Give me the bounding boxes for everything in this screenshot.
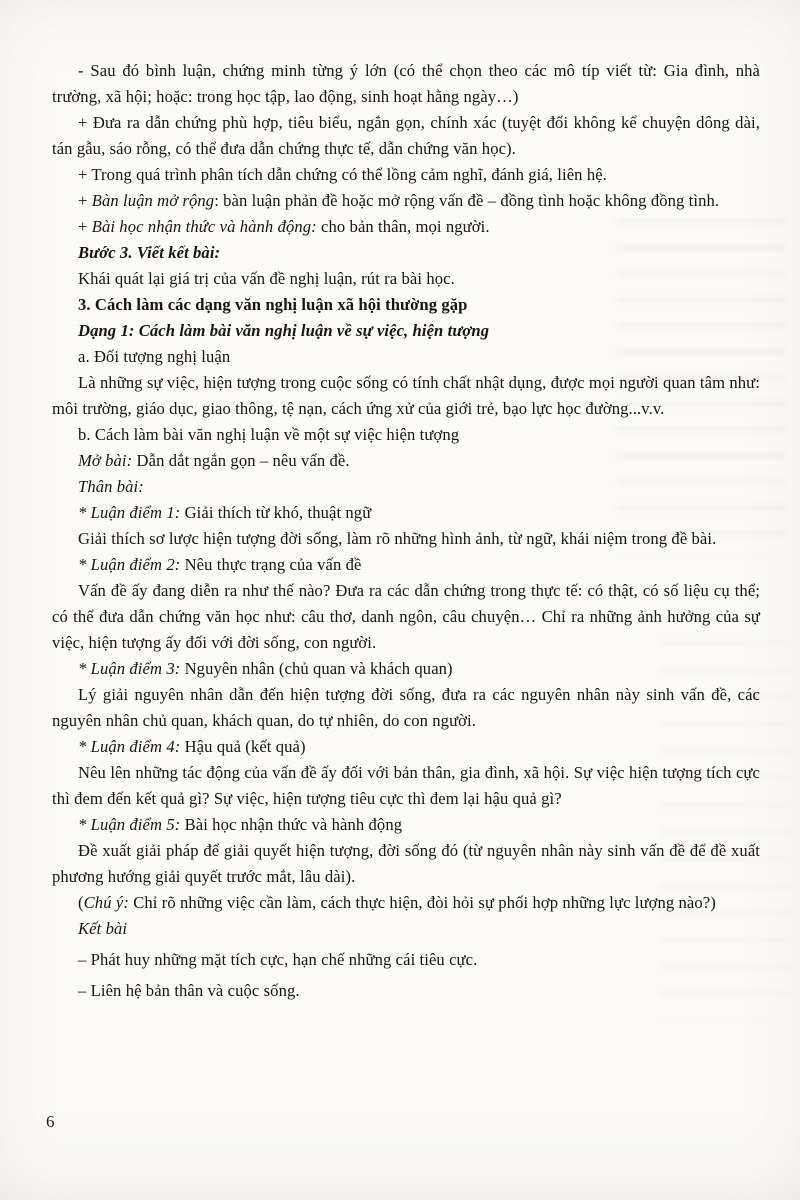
text-segment: * Luận điểm 1: bbox=[78, 503, 181, 522]
paragraph bbox=[52, 552, 760, 578]
text-segment: Đề xuất giải pháp để giải quyết hiện tượng, đời sống đó (từ nguyên nhân này sinh vấn đề để đề xuất phương hướng giải quyết trước mắt, lâu dài). bbox=[52, 841, 760, 886]
paragraph bbox=[52, 890, 760, 916]
text-segment: Nêu thực trạng của vấn đề bbox=[180, 555, 362, 574]
text-segment: b. Cách làm bài văn nghị luận về một sự việc hiện tượng bbox=[78, 425, 460, 444]
page-number: 6 bbox=[46, 1112, 55, 1131]
paragraph bbox=[52, 978, 760, 1004]
paragraph bbox=[52, 422, 760, 448]
text-segment: Bàn luận mở rộng bbox=[91, 191, 215, 210]
text-segment: + Trong quá trình phân tích dẫn chứng có thể lồng cảm nghĩ, đánh giá, liên hệ. bbox=[78, 165, 607, 184]
paragraph bbox=[52, 162, 760, 188]
paragraph bbox=[52, 812, 760, 838]
text-segment: Dạng 1: Cách làm bài văn nghị luận về sự việc, hiện tượng bbox=[78, 321, 490, 340]
text-segment: Bài học nhận thức và hành động: bbox=[91, 217, 317, 236]
text-segment: * Luận điểm 3: bbox=[78, 659, 181, 678]
paragraph bbox=[52, 292, 760, 318]
text-segment: ( bbox=[78, 893, 84, 912]
text-segment: – Phát huy những mặt tích cực, hạn chế những cái tiêu cực. bbox=[78, 950, 478, 969]
text-segment: + bbox=[78, 191, 92, 210]
text-segment: Giải thích sơ lược hiện tượng đời sống, làm rõ những hình ảnh, từ ngữ, khái niệm trong đề bài. bbox=[78, 529, 717, 548]
text-segment: 3. Cách làm các dạng văn nghị luận xã hội thường gặp bbox=[78, 295, 468, 314]
text-segment: - Sau đó bình luận, chứng minh từng ý lớn (có thể chọn theo các mô típ viết từ: Gia đình, nhà trường, xã hội; hoặc: trong học tập, lao động, sinh hoạt hằng ngày…) bbox=[52, 61, 760, 106]
text-segment: : bàn luận phản đề hoặc mở rộng vấn đề – đồng tình hoặc không đồng tình. bbox=[214, 191, 720, 210]
text-segment: Nguyên nhân (chủ quan và khách quan) bbox=[180, 659, 453, 678]
text-segment: Vấn đề ấy đang diễn ra như thế nào? Đưa ra các dẫn chứng trong thực tế: có thật, có số liệu cụ thể; có thể đưa dẫn chứng văn học như: câu thơ, danh ngôn, câu chuyện… Chỉ ra những ảnh hưởng của sự việc, hiện tượng ấy đối với đời sống, con người. bbox=[52, 581, 760, 652]
paragraph bbox=[52, 500, 760, 526]
text-segment: Lý giải nguyên nhân dẫn đến hiện tượng đời sống, đưa ra các nguyên nhân này sinh vấn đề, các nguyên nhân chủ quan, khách quan, do tự nhiên, do con người. bbox=[52, 685, 760, 730]
text-segment: Hậu quả (kết quả) bbox=[180, 737, 306, 756]
paragraph bbox=[52, 318, 760, 344]
text-segment: Mở bài: bbox=[78, 451, 133, 470]
text-segment: * Luận điểm 4: bbox=[78, 737, 181, 756]
text-segment: Dẫn dắt ngắn gọn – nêu vấn đề. bbox=[132, 451, 350, 470]
paragraph bbox=[52, 344, 760, 370]
text-segment: – Liên hệ bản thân và cuộc sống. bbox=[78, 981, 300, 1000]
text-segment: Giải thích từ khó, thuật ngữ bbox=[180, 503, 372, 522]
text-segment: Bước 3. Viết kết bài: bbox=[78, 243, 221, 262]
paragraph bbox=[52, 370, 760, 422]
paragraph bbox=[52, 656, 760, 682]
paragraph bbox=[52, 58, 760, 110]
text-segment: + Đưa ra dẫn chứng phù hợp, tiêu biểu, ngắn gọn, chính xác (tuyệt đối không kể chuyện dông dài, tán gẫu, sáo rỗng, có thể đưa dẫn chứng thực tế, dẫn chứng văn học). bbox=[52, 113, 760, 158]
text-segment: cho bản thân, mọi người. bbox=[316, 217, 490, 236]
paragraph bbox=[52, 838, 760, 890]
text-segment: * Luận điểm 2: bbox=[78, 555, 181, 574]
paragraph bbox=[52, 916, 760, 942]
text-segment: Chỉ rõ những việc cần làm, cách thực hiện, đòi hỏi sự phối hợp những lực lượng nào?) bbox=[128, 893, 716, 912]
paragraph bbox=[52, 474, 760, 500]
text-segment: Thân bài: bbox=[78, 477, 144, 496]
paragraph bbox=[52, 734, 760, 760]
paragraph bbox=[52, 760, 760, 812]
text-segment: Kết bài bbox=[78, 919, 128, 938]
paragraph bbox=[52, 682, 760, 734]
paragraph bbox=[52, 448, 760, 474]
text-segment: Khái quát lại giá trị của vấn đề nghị luận, rút ra bài học. bbox=[78, 269, 455, 288]
text-segment: * Luận điểm 5: bbox=[78, 815, 181, 834]
paragraph bbox=[52, 188, 760, 214]
text-segment: Nêu lên những tác động của vấn đề ấy đối với bản thân, gia đình, xã hội. Sự việc hiện tượng tích cực thì đem đến kết quả gì? Sự việc, hiện tượng tiêu cực thì đem lại hậu quả gì? bbox=[52, 763, 760, 808]
text-segment: Là những sự việc, hiện tượng trong cuộc sống có tính chất nhật dụng, được mọi người quan tâm như: môi trường, giáo dục, giao thông, tệ nạn, cách ứng xử của giới trẻ, bạo lực học đường...v.v. bbox=[52, 373, 760, 418]
paragraph bbox=[52, 578, 760, 656]
document-body bbox=[52, 58, 760, 1004]
text-segment: Chú ý: bbox=[83, 893, 129, 912]
paragraph bbox=[52, 947, 760, 973]
paragraph bbox=[52, 110, 760, 162]
text-segment: Bài học nhận thức và hành động bbox=[180, 815, 403, 834]
text-segment: + bbox=[78, 217, 92, 236]
paragraph bbox=[52, 266, 760, 292]
paragraph bbox=[52, 240, 760, 266]
paragraph bbox=[52, 214, 760, 240]
paragraph bbox=[52, 526, 760, 552]
text-segment: a. Đối tượng nghị luận bbox=[78, 347, 231, 366]
